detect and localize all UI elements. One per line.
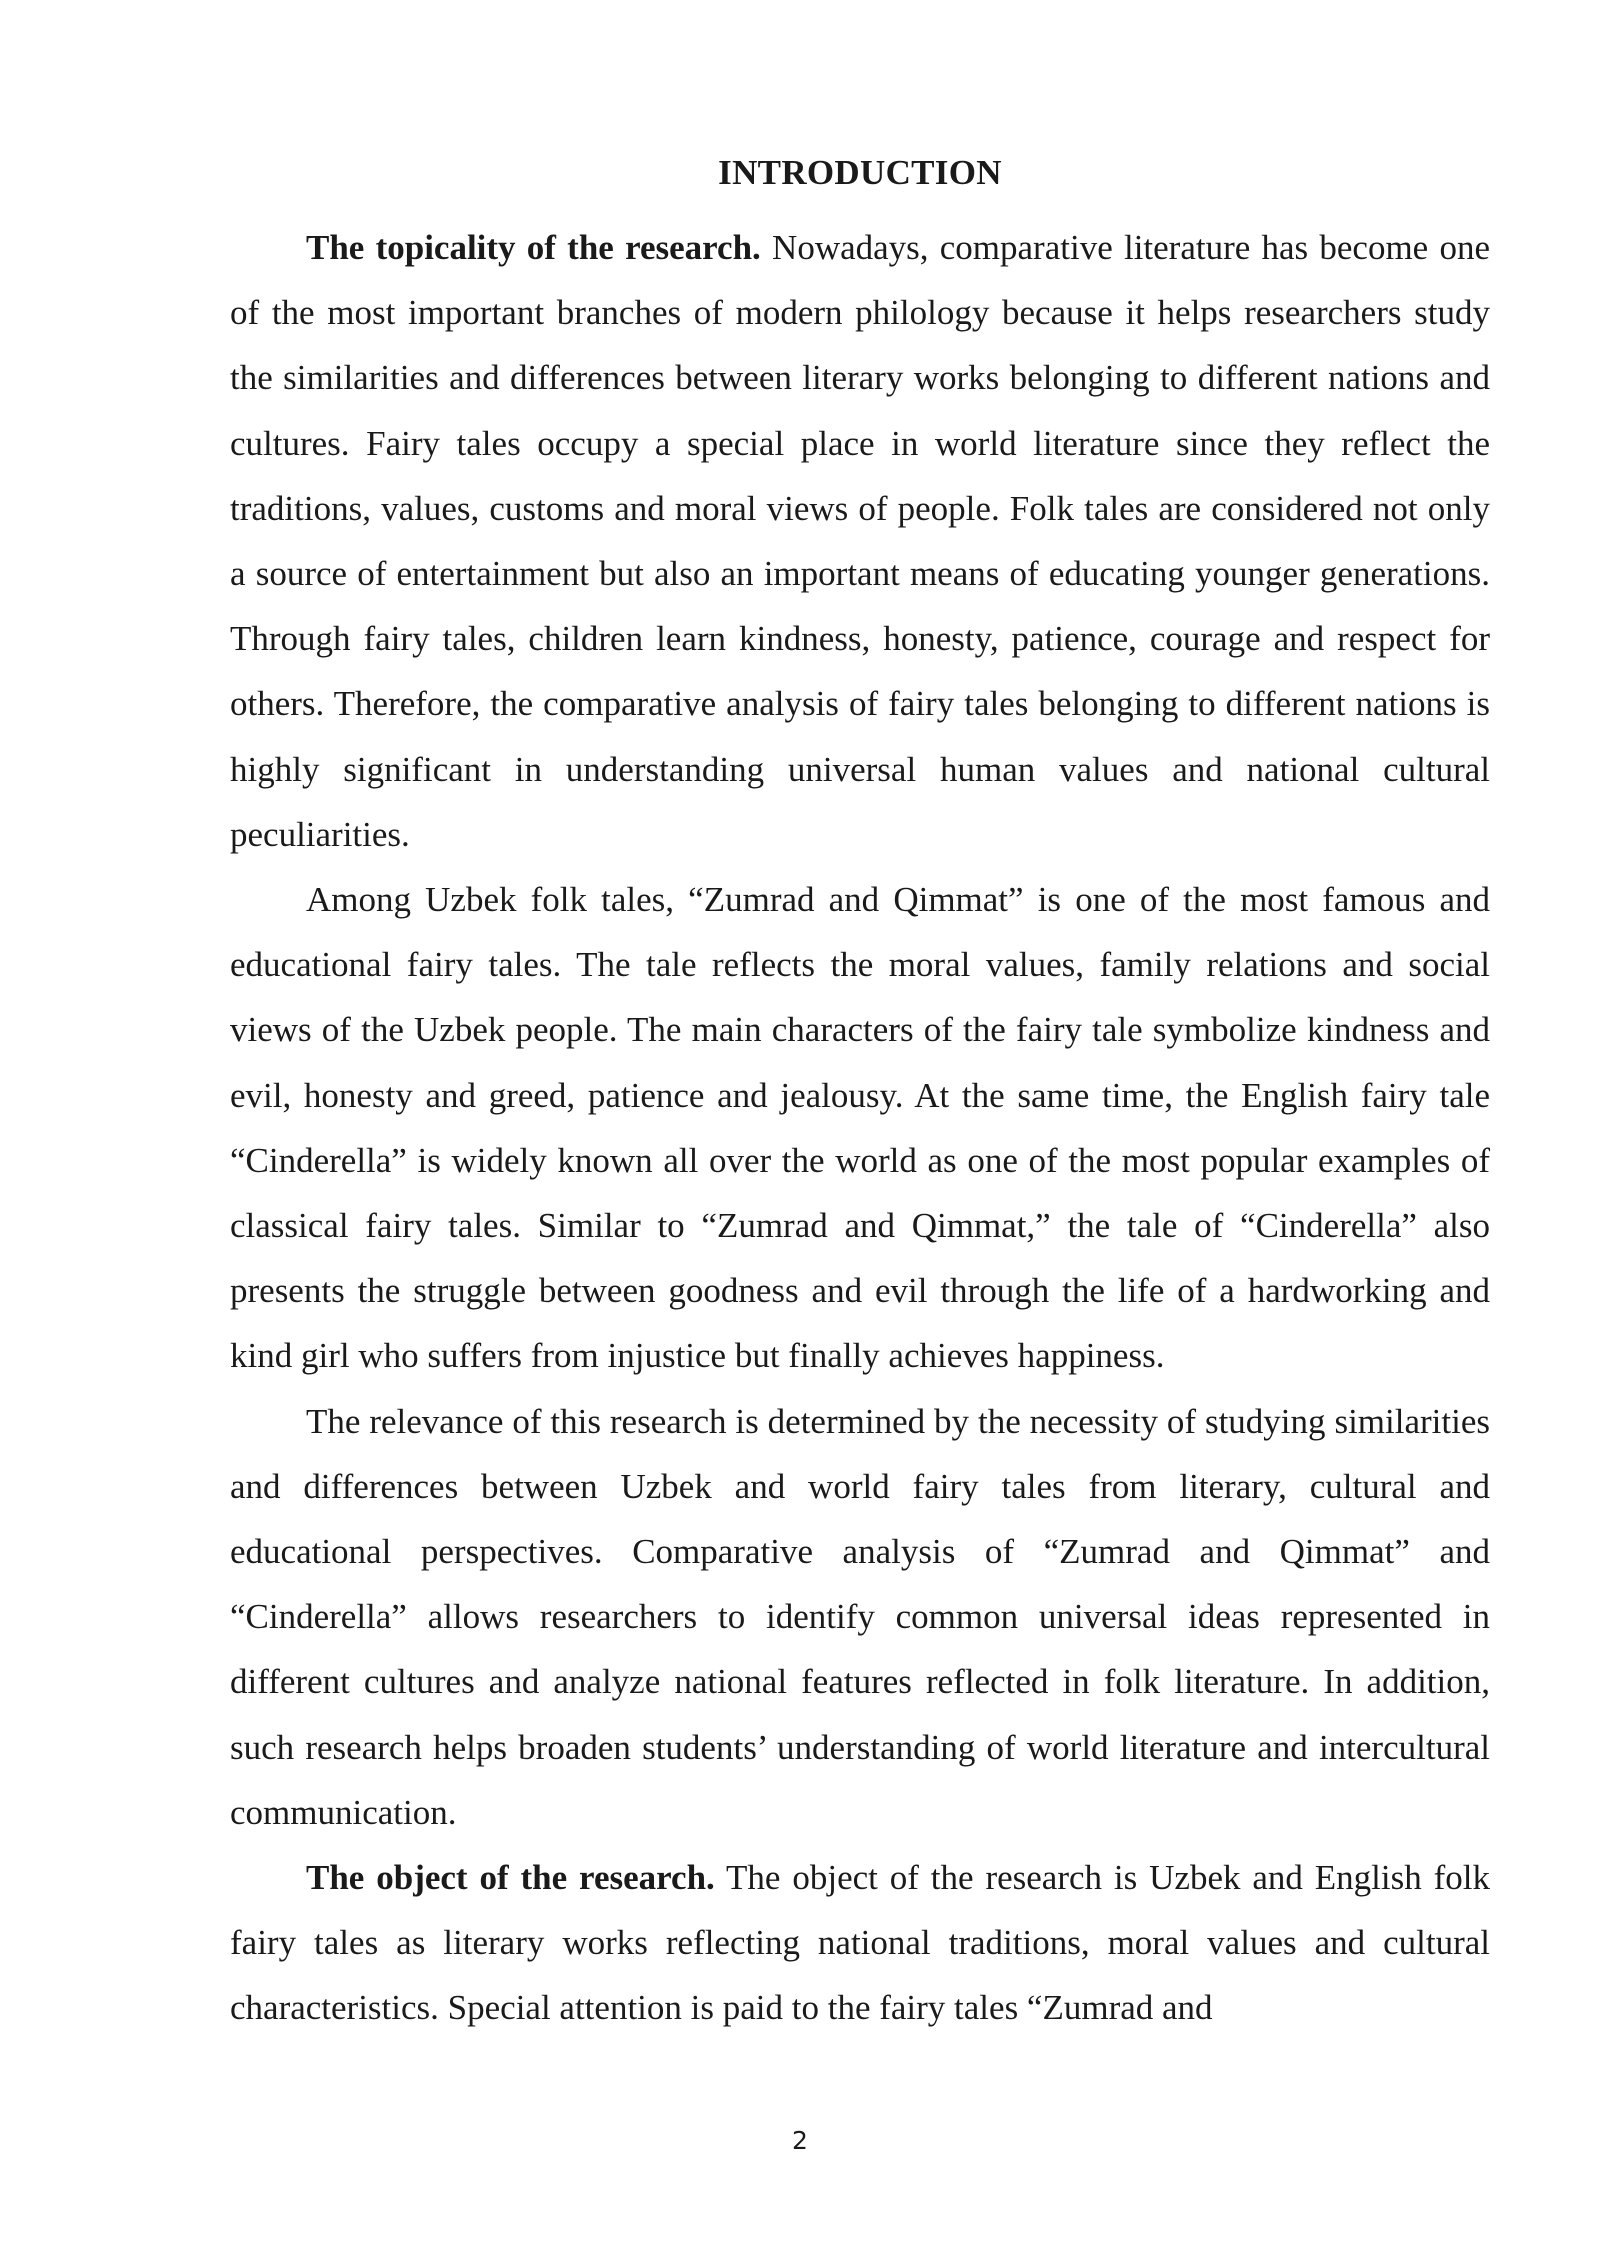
paragraph-text: The object of the research is Uzbek and English folk fairy tales as literary works reflecting national traditions, moral values and cultural characteristics. Special attention is paid to the fairy tales “Zumrad and: [230, 1858, 1490, 2028]
page-number: 2: [792, 2126, 808, 2155]
paragraph-lead: The object of the research.: [306, 1858, 715, 1898]
paragraph-lead: The topicality of the research.: [306, 228, 761, 267]
paragraph-topicality: [230, 215, 1490, 867]
paragraph-tales: Among Uzbek folk tales, “Zumrad and Qimmat” is one of the most famous and educational fairy tales. The tale reflects the moral values, family relations and social views of the Uzbek people. The main characters of the fairy tale symbolize kindness and evil, honesty and greed, patience and jealousy. At the same time, the English fairy tale “Cinderella” is widely known all over the world as one of the most popular examples of classical fairy tales. Similar to “Zumrad and Qimmat,” the tale of “Cinderella” also presents the struggle between goodness and evil through the life of a hardworking and kind girl who suffers from injustice but finally achieves happiness.: [230, 880, 1490, 1376]
paragraph-text: Nowadays, comparative literature has become one of the most important branches of modern philology because it helps researchers study the similarities and differences between literary works belonging to different nations and cultures. Fairy tales occupy a special place in world literature since they reflect the traditions, values, customs and moral views of people. Folk tales are considered not only a source of entertainment but also an important means of educating younger generations. Through fairy tales, children learn kindness, honesty, patience, courage and respect for others. Therefore, the comparative analysis of fairy tales belonging to different nations is highly significant in understanding universal human values and national cultural peculiarities.: [230, 228, 1490, 854]
page-content: [230, 150, 1490, 2041]
section-heading: INTRODUCTION: [718, 153, 1002, 192]
paragraph-object: [230, 1845, 1490, 2041]
paragraph-relevance: The relevance of this research is determined by the necessity of studying similarities and differences between Uzbek and world fairy tales from literary, cultural and educational perspectives. Comparative analysis of “Zumrad and Qimmat” and “Cinderella” allows researchers to identify common universal ideas represented in different cultures and analyze national features reflected in folk literature. In addition, such research helps broaden students’ understanding of world literature and intercultural communication.: [230, 1401, 1490, 1832]
